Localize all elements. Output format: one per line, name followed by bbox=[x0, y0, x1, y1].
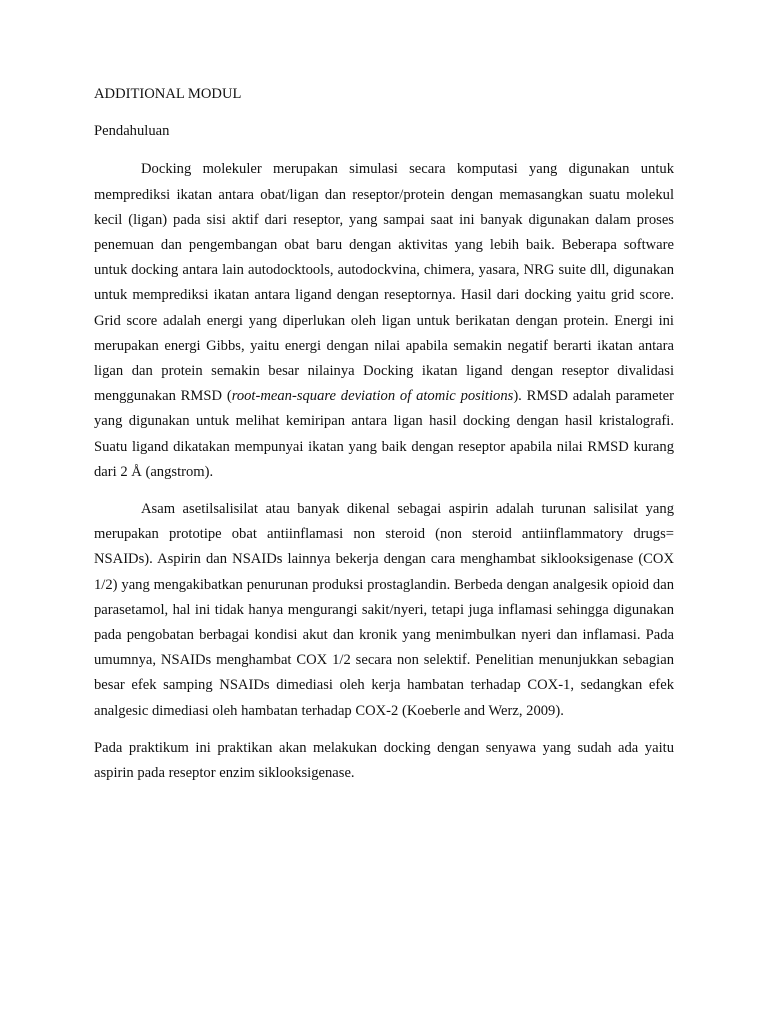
paragraph-docking-text-end: ). RMSD adalah parameter yang digunakan untuk melihat kemiripan antara ligan hasil docking dengan hasil kristalografi. Suatu ligand dikatakan mempunyai ikatan yang baik dengan reseptor apabila nilai RMSD kurang dari 2 Å (angstrom). bbox=[94, 388, 675, 480]
paragraph-aspirin: Asam asetilsalisilat atau banyak dikenal sebagai aspirin adalah turunan salisilat yang merupakan prototipe obat antiinflamasi non steroid (non steroid antiinflammatory drugs= NSAIDs). Aspirin dan NSAIDs lainnya bekerja dengan cara menghambat siklooksigenase (COX 1/2) yang mengakibatkan penurunan produksi prostaglandin. Berbeda dengan analgesik opioid dan parasetamol, hal ini tidak hanya mengurangi sakit/nyeri, tetapi juga inflamasi sehingga digunakan pada pengobatan berbagai kondisi akut dan kronik yang menimbulkan nyeri dan inflamasi. Pada umumnya, NSAIDs menghambat COX 1/2 secara non selektif. Penelitian menunjukkan sebagian besar efek samping NSAIDs dimediasi oleh kerja hambatan terhadap COX-1, sedangkan efek analgesic dimediasi oleh hambatan terhadap COX-2 (Koeberle and Werz, 2009). bbox=[94, 501, 674, 719]
section-heading-pendahuluan: Pendahuluan bbox=[94, 123, 170, 140]
document-page bbox=[94, 82, 674, 798]
paragraph-docking-italic-term: root-mean-square deviation of atomic positions bbox=[231, 388, 514, 405]
document-title: ADDITIONAL MODUL bbox=[94, 86, 242, 102]
paragraph-docking-text-start: Docking molekuler merupakan simulasi secara komputasi yang digunakan untuk memprediksi ikatan antara obat/ligan dan reseptor/protein dengan memasangkan suatu molekul kecil (ligan) pada sisi aktif dari reseptor, yang sampai saat ini banyak digunakan dalam proses penemuan dan pengembangan obat baru dengan aktivitas yang lebih baik. Beberapa software untuk docking antara lain autodocktools, autodockvina, chimera, yasara, NRG suite dll, digunakan untuk memprediksi ikatan antara ligand dengan reseptornya. Hasil dari docking yaitu grid score. Grid score adalah energi yang diperlukan oleh ligan untuk berikatan dengan protein. Energi ini merupakan energi Gibbs, yaitu energi dengan nilai apabila semakin negatif berarti ikatan antara ligan dan protein semakin besar nilainya Docking ikatan ligand dengan reseptor divalidasi menggunakan RMSD ( bbox=[94, 161, 674, 405]
paragraph-praktikum: Pada praktikum ini praktikan akan melakukan docking dengan senyawa yang sudah ada yaitu aspirin pada reseptor enzim siklooksigenase. bbox=[94, 739, 674, 782]
paragraph-docking bbox=[94, 157, 674, 485]
